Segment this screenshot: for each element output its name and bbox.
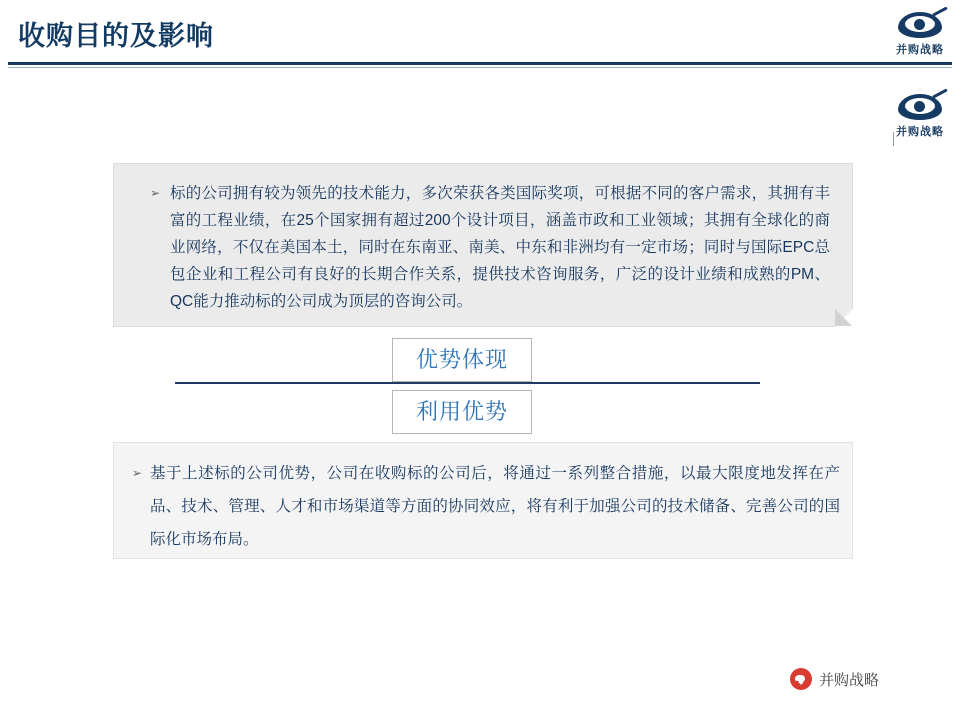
eye-icon	[884, 10, 956, 40]
synergy-paragraph: 基于上述标的公司优势，公司在收购标的公司后，将通过一系列整合措施，以最大限度地发挥在产品、技术、管理、人才和市场渠道等方面的协同效应，将有利于加强公司的技术储备、完善公司的国际化市场布局。	[150, 465, 840, 548]
page-title: 收购目的及影响	[18, 21, 214, 51]
divider-line	[175, 382, 760, 384]
advantages-text-box	[113, 163, 853, 327]
label-advantage-display: 优势体现	[392, 338, 532, 382]
bullet-arrow-icon: ➢	[132, 466, 143, 480]
header-divider-thin	[8, 67, 952, 68]
footer-brand	[790, 668, 879, 690]
bullet-arrow-icon: ➢	[150, 186, 161, 200]
logo-tick-mark	[893, 132, 894, 146]
advantages-paragraph: 标的公司拥有较为领先的技术能力，多次荣获各类国际奖项，可根据不同的客户需求，其拥有丰富的工程业绩，在25个国家拥有超过200个设计项目，涵盖市政和工业领域；其拥有全球化的商业网络，不仅在美国本土，同时在东南亚、南美、中东和非洲均有一定市场；同时与国际EPC总包企业和工程公司有良好的长期合作关系，提供技术咨询服务，广泛的设计业绩和成熟的PM、QC能力推动标的公司成为顶层的咨询公司。	[170, 185, 830, 310]
brand-logo-primary-text: 并购战略	[896, 44, 944, 56]
folded-corner-shadow	[835, 309, 852, 326]
brand-logo-primary	[884, 10, 956, 57]
wechat-account-icon	[790, 668, 812, 690]
eye-icon	[884, 92, 956, 122]
label-advantage-usage: 利用优势	[392, 390, 532, 434]
brand-logo-secondary-text: 并购战略	[896, 126, 944, 138]
brand-logo-secondary	[884, 92, 956, 139]
synergy-text-box	[113, 442, 853, 559]
footer-brand-text: 并购战略	[819, 671, 880, 689]
header-divider-thick	[8, 62, 952, 65]
slide-header	[0, 0, 960, 70]
